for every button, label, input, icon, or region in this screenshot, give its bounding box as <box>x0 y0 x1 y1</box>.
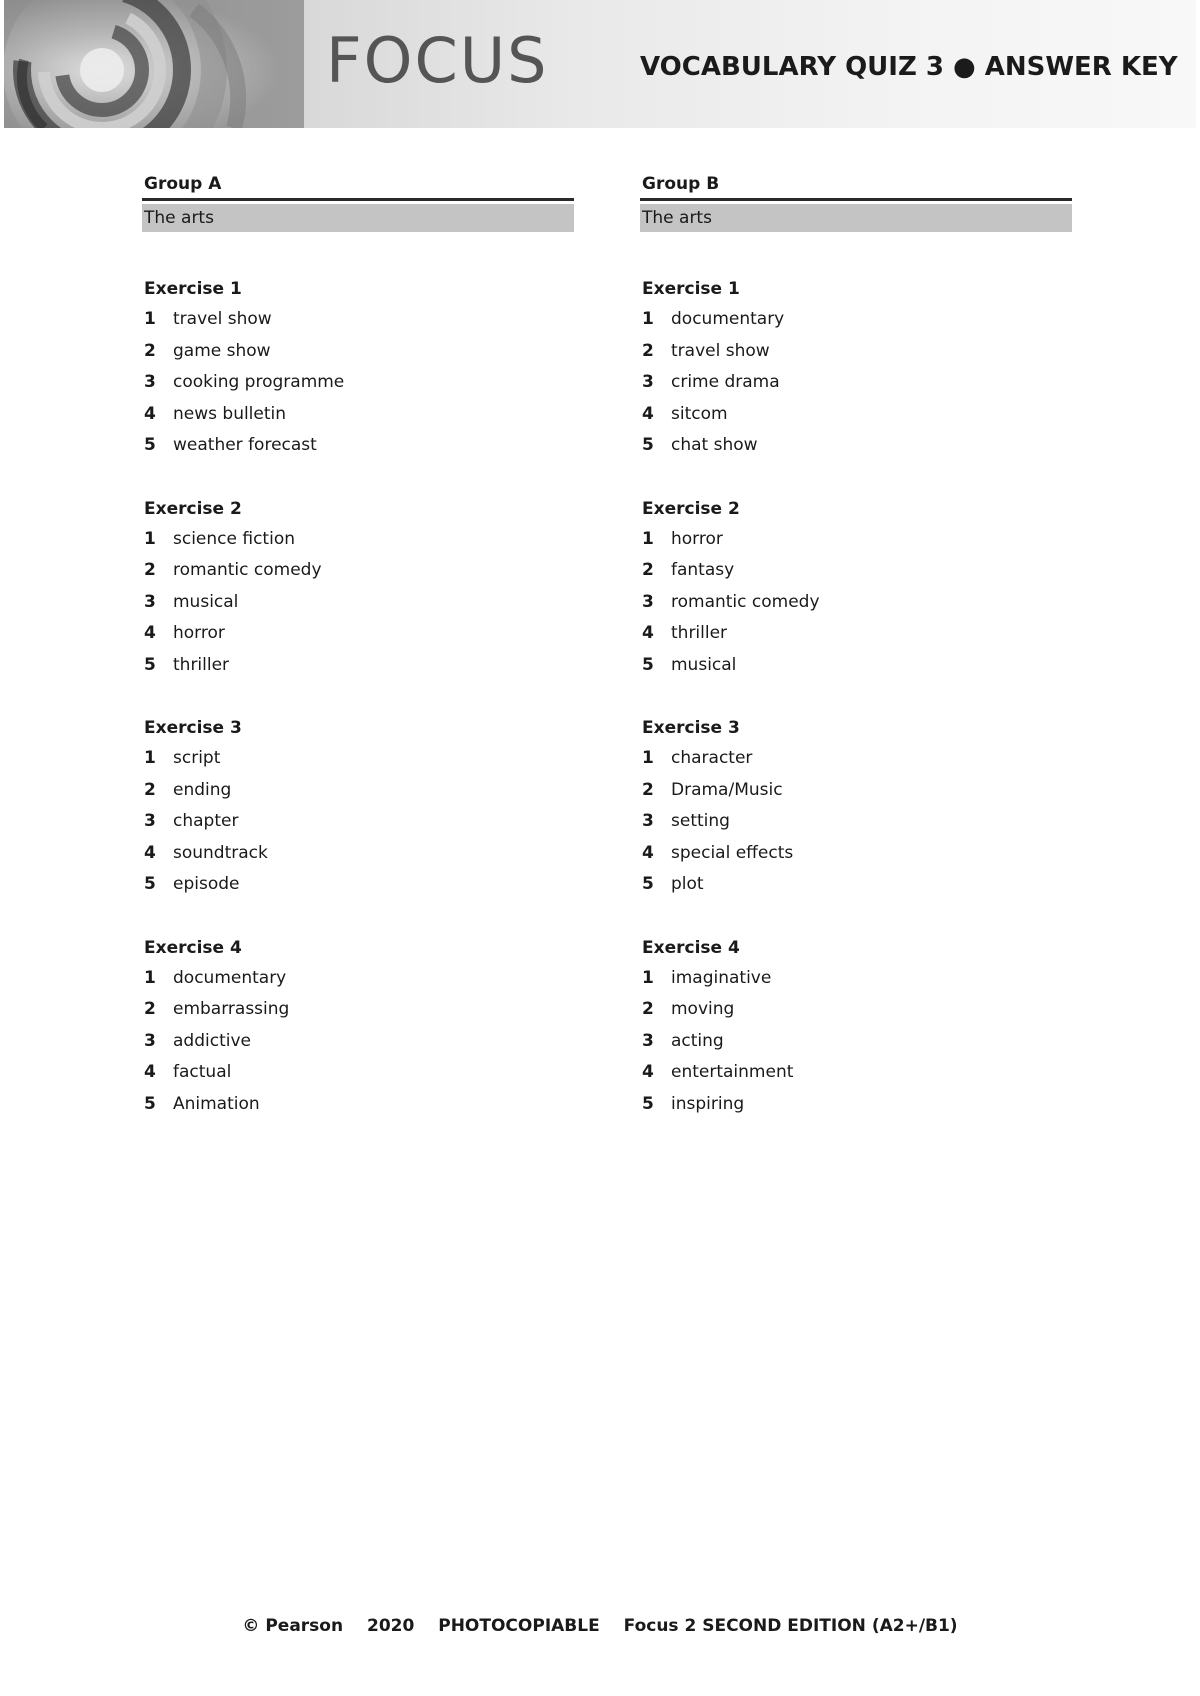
answer-number: 3 <box>144 1030 156 1051</box>
answer-number: 3 <box>144 591 156 612</box>
answer-item <box>142 618 574 650</box>
focus-logo-rings-icon <box>4 0 304 128</box>
answer-item <box>142 650 574 682</box>
answer-text: acting <box>671 1030 724 1051</box>
answer-item <box>640 304 1072 336</box>
exercise-title: Exercise 3 <box>144 718 242 738</box>
answer-item <box>640 367 1072 399</box>
answer-number: 1 <box>144 967 156 988</box>
answer-number: 5 <box>642 435 654 455</box>
exercise-block <box>640 713 1072 901</box>
section-heading: The arts <box>640 204 1072 232</box>
answer-number: 4 <box>642 842 654 863</box>
exercise-block <box>640 494 1072 682</box>
answer-item <box>640 650 1072 682</box>
exercise-title: Exercise 4 <box>642 937 740 958</box>
answer-item <box>142 367 574 399</box>
answer-text: musical <box>671 654 737 675</box>
answer-item <box>640 587 1072 619</box>
copyright-text: © Pearson <box>242 1616 344 1636</box>
answer-item <box>640 618 1072 650</box>
answer-item <box>142 994 574 1026</box>
exercise-block <box>640 274 1072 462</box>
answer-text: ending <box>173 779 232 800</box>
answer-number: 3 <box>144 372 156 392</box>
answer-number: 5 <box>144 874 156 894</box>
answer-item <box>640 430 1072 462</box>
answer-text: science fiction <box>173 528 295 549</box>
answer-number: 2 <box>642 560 654 580</box>
answer-item <box>142 838 574 870</box>
answer-number: 5 <box>642 874 654 894</box>
exercise-title: Exercise 2 <box>144 498 242 519</box>
answer-text: entertainment <box>671 1062 794 1082</box>
answer-text: inspiring <box>671 1093 745 1114</box>
answer-number: 2 <box>144 999 156 1019</box>
exercise-title: Exercise 2 <box>642 498 740 519</box>
exercise-block <box>640 933 1072 1121</box>
answer-number: 1 <box>642 528 654 549</box>
answer-number: 1 <box>642 748 654 768</box>
answer-text: fantasy <box>671 560 735 580</box>
answer-number: 5 <box>144 435 156 455</box>
answer-item <box>142 963 574 995</box>
edition-text: Focus 2 SECOND EDITION (A2+/B1) <box>623 1616 958 1636</box>
answer-item <box>640 743 1072 775</box>
answer-number: 4 <box>642 403 654 424</box>
answer-number: 4 <box>642 1062 654 1082</box>
answer-number: 2 <box>144 779 156 800</box>
answer-item <box>640 806 1072 838</box>
answer-text: game show <box>173 340 271 361</box>
answer-text: romantic comedy <box>671 591 820 612</box>
answer-text: plot <box>671 874 704 894</box>
quiz-title: VOCABULARY QUIZ 3 ● ANSWER KEY <box>640 52 1178 82</box>
answer-text: embarrassing <box>173 999 290 1019</box>
answer-text: documentary <box>173 967 287 988</box>
exercise-title: Exercise 4 <box>144 937 242 958</box>
answer-number: 2 <box>144 340 156 361</box>
answer-text: musical <box>173 591 239 612</box>
answer-item <box>142 775 574 807</box>
answer-item <box>640 963 1072 995</box>
answer-text: sitcom <box>671 403 728 424</box>
photocopiable-text: PHOTOCOPIABLE <box>438 1616 600 1636</box>
answer-text: travel show <box>173 309 272 329</box>
answer-number: 1 <box>144 528 156 549</box>
answer-item <box>142 336 574 368</box>
answer-item <box>640 1057 1072 1089</box>
answer-number: 3 <box>642 372 654 392</box>
answer-item <box>142 555 574 587</box>
answer-number: 1 <box>144 309 156 329</box>
answer-item <box>142 743 574 775</box>
group-b-column <box>640 170 1072 1120</box>
answer-number: 2 <box>642 999 654 1019</box>
answer-text: chapter <box>173 811 239 831</box>
answer-text: thriller <box>173 654 230 675</box>
answer-item <box>142 806 574 838</box>
answer-number: 3 <box>642 591 654 612</box>
answer-text: chat show <box>671 435 758 455</box>
exercise-block <box>142 713 574 901</box>
answer-item <box>142 399 574 431</box>
answer-text: news bulletin <box>173 403 287 424</box>
exercise-title: Exercise 1 <box>642 279 740 299</box>
exercise-block <box>142 274 574 462</box>
answer-text: Animation <box>173 1093 260 1114</box>
answer-text: documentary <box>671 309 785 329</box>
answer-text: addictive <box>173 1030 251 1051</box>
exercise-block <box>142 933 574 1121</box>
exercise-title: Exercise 3 <box>642 718 740 738</box>
answer-text: cooking programme <box>173 372 345 392</box>
answer-number: 5 <box>144 1093 156 1114</box>
answer-item <box>640 555 1072 587</box>
brand-logo-text: FOCUS <box>326 24 549 97</box>
answer-number: 4 <box>144 842 156 863</box>
answer-text: thriller <box>671 623 728 643</box>
answer-number: 1 <box>642 967 654 988</box>
group-title: Group B <box>640 170 1072 201</box>
answer-number: 1 <box>144 748 156 768</box>
answer-item <box>640 524 1072 556</box>
answer-number: 1 <box>642 309 654 329</box>
answer-item <box>142 524 574 556</box>
answer-number: 5 <box>642 1093 654 1114</box>
answer-text: soundtrack <box>173 842 268 863</box>
exercise-title: Exercise 1 <box>144 279 242 299</box>
answer-number: 4 <box>144 1062 156 1082</box>
group-a-column <box>142 170 574 1120</box>
answer-item <box>142 1057 574 1089</box>
answer-item <box>640 994 1072 1026</box>
answer-item <box>640 869 1072 901</box>
answer-item <box>640 336 1072 368</box>
answer-number: 4 <box>144 403 156 424</box>
answer-item <box>142 587 574 619</box>
answer-text: romantic comedy <box>173 560 322 580</box>
answer-number: 3 <box>144 811 156 831</box>
answer-item <box>142 1089 574 1121</box>
answer-text: episode <box>173 874 240 894</box>
answer-text: horror <box>173 623 225 643</box>
answer-item <box>142 869 574 901</box>
answer-text: character <box>671 748 753 768</box>
section-heading: The arts <box>142 204 574 232</box>
answer-text: travel show <box>671 340 770 361</box>
exercise-block <box>142 494 574 682</box>
answer-number: 2 <box>642 340 654 361</box>
answer-text: horror <box>671 528 723 549</box>
answer-number: 5 <box>144 654 156 675</box>
answer-text: script <box>173 748 221 768</box>
answer-text: imaginative <box>671 967 772 988</box>
page-header <box>4 0 1196 128</box>
answer-number: 4 <box>642 623 654 643</box>
answer-text: crime drama <box>671 372 780 392</box>
page-footer <box>0 1616 1200 1636</box>
answer-text: weather forecast <box>173 435 317 455</box>
answer-item <box>640 1026 1072 1058</box>
answer-item <box>142 430 574 462</box>
year-text: 2020 <box>367 1616 415 1636</box>
answer-text: factual <box>173 1062 232 1082</box>
answer-number: 3 <box>642 1030 654 1051</box>
answer-item <box>142 1026 574 1058</box>
answer-text: Drama/Music <box>671 779 783 800</box>
answer-text: moving <box>671 999 735 1019</box>
answer-text: setting <box>671 811 730 831</box>
answer-number: 2 <box>144 560 156 580</box>
answer-item <box>640 838 1072 870</box>
answer-item <box>640 1089 1072 1121</box>
answer-number: 5 <box>642 654 654 675</box>
answer-item <box>640 775 1072 807</box>
answer-item <box>640 399 1072 431</box>
answer-number: 4 <box>144 623 156 643</box>
answer-number: 2 <box>642 779 654 800</box>
answer-number: 3 <box>642 811 654 831</box>
answer-item <box>142 304 574 336</box>
group-title: Group A <box>142 170 574 201</box>
answer-text: special effects <box>671 842 794 863</box>
